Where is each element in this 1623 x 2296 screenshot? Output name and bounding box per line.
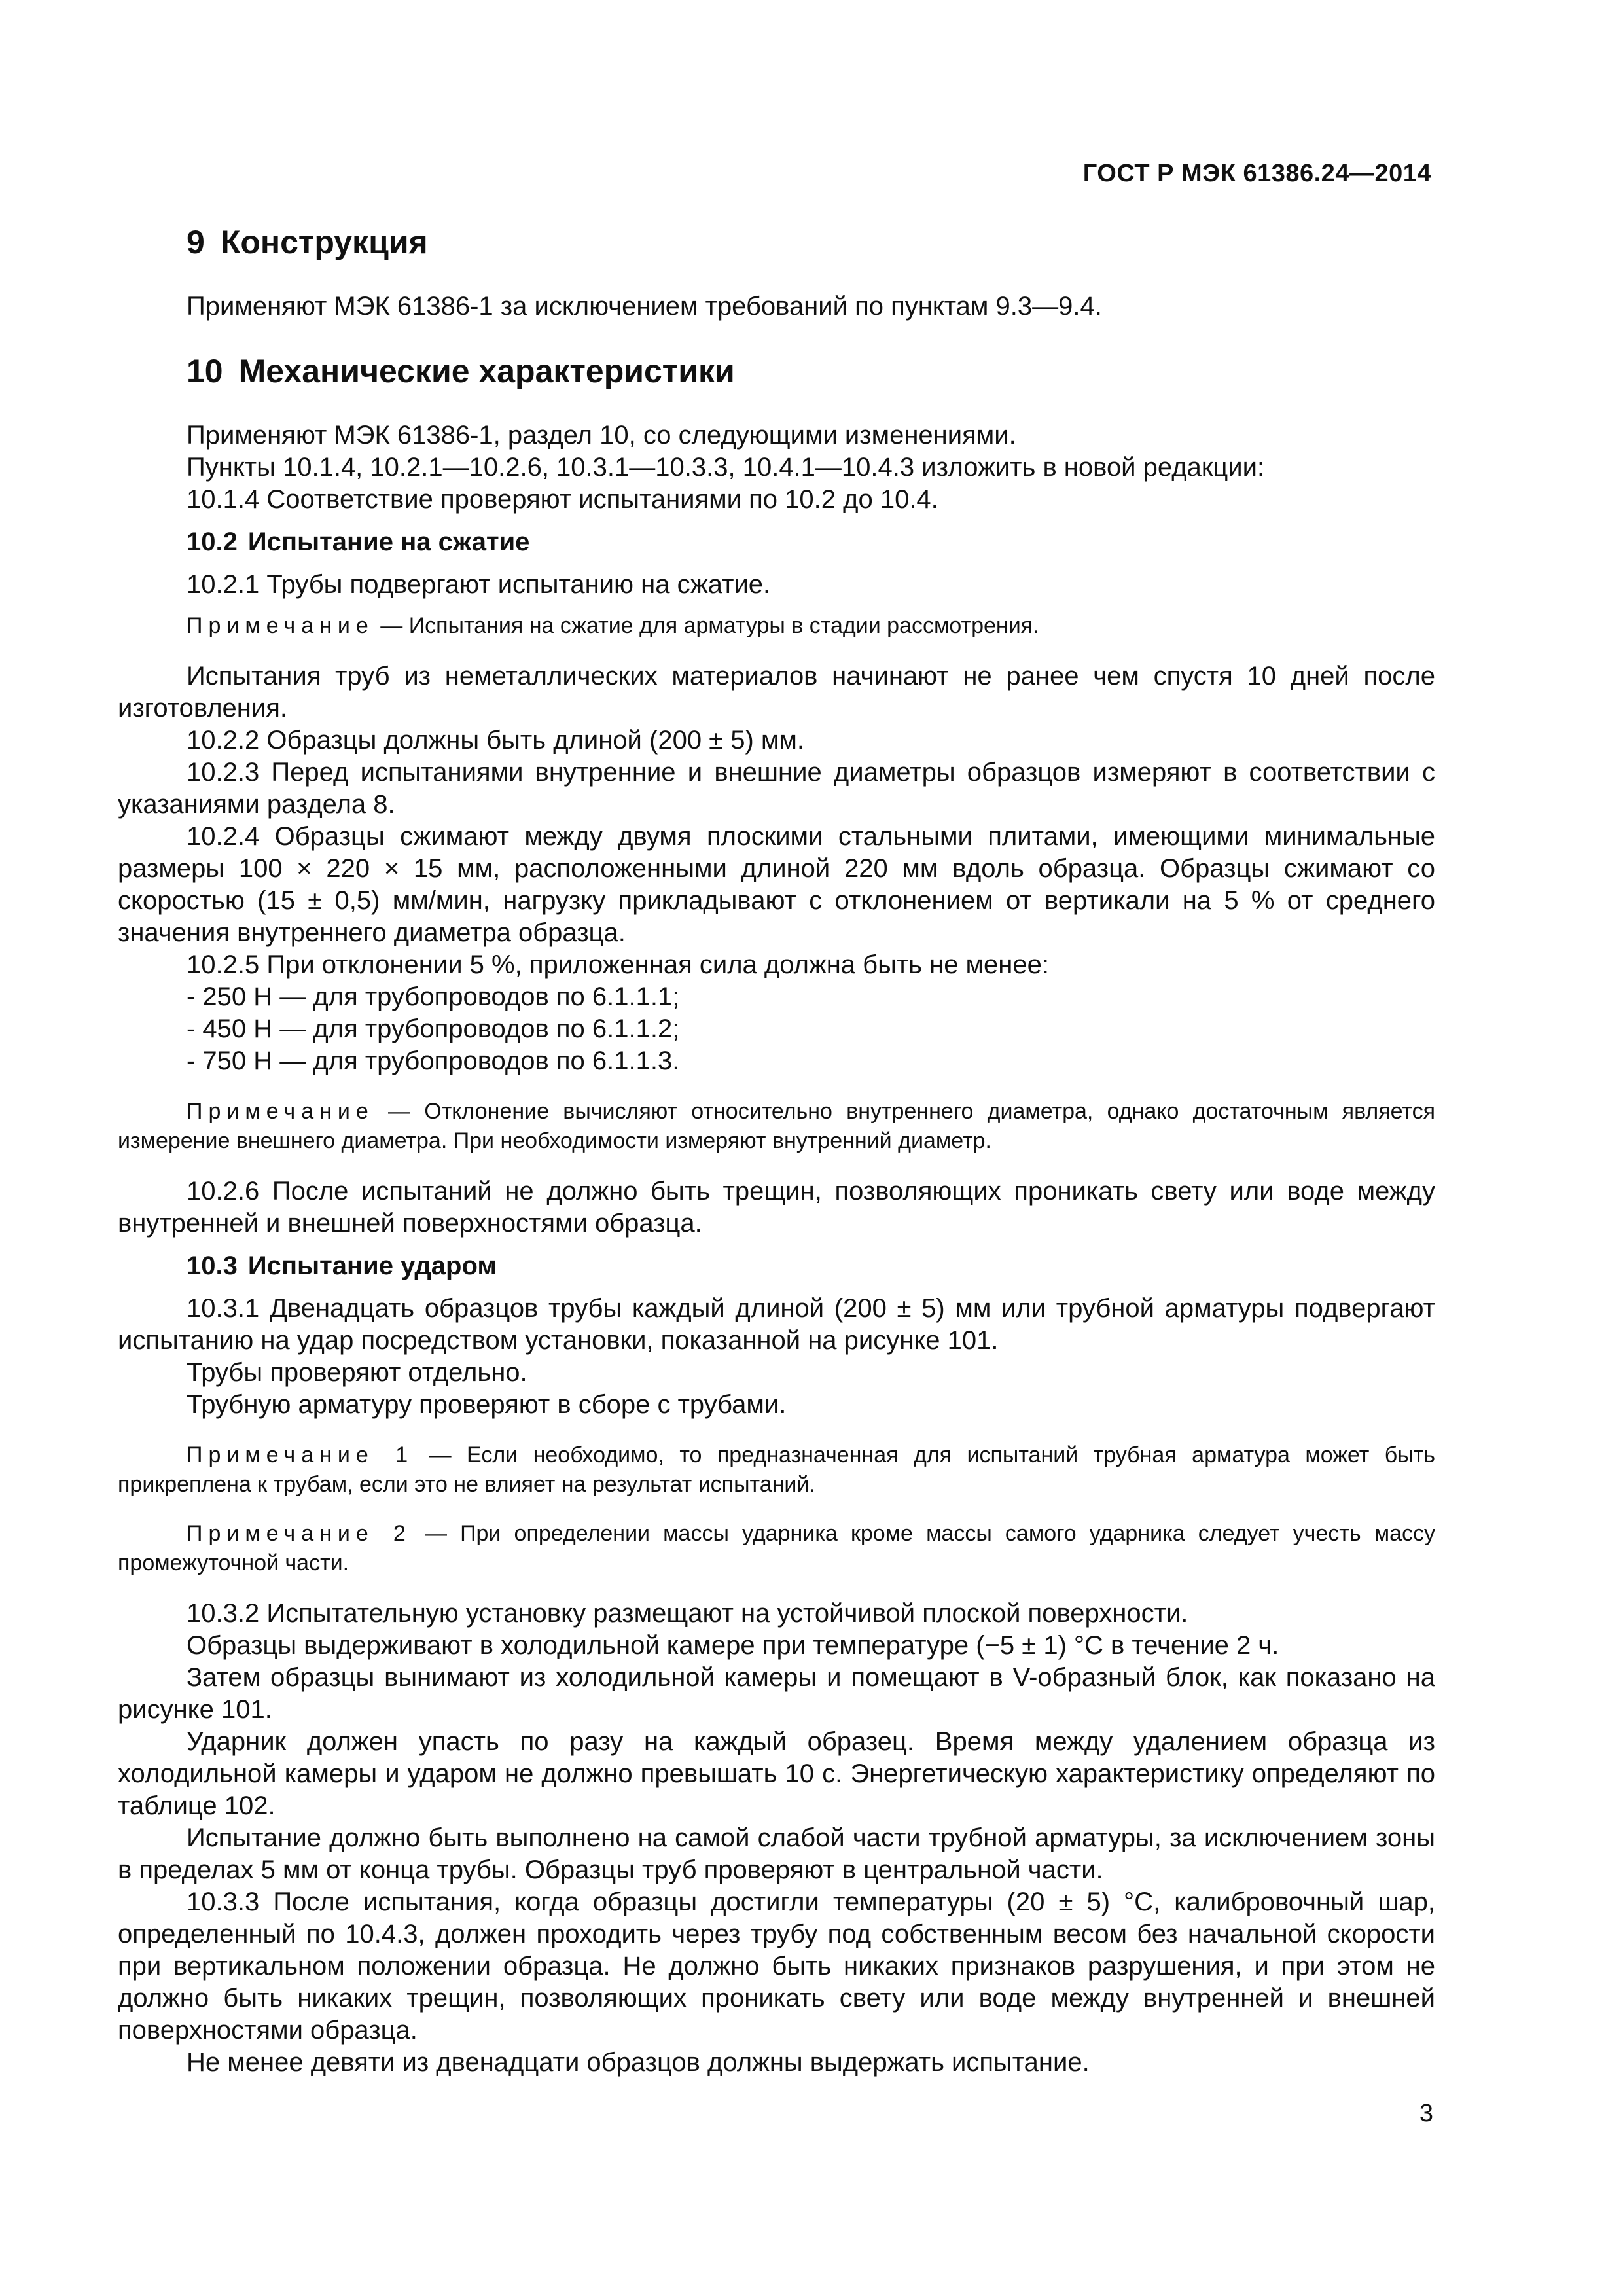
note-label: Примечание 2 <box>187 1521 412 1546</box>
page-number: 3 <box>1419 2100 1433 2127</box>
paragraph: Образцы выдерживают в холодильной камере при температуре (−5 ± 1) °С в течение 2 ч. <box>187 1631 1279 1660</box>
paragraph: Пункты 10.1.4, 10.2.1—10.2.6, 10.3.1—10.3.3, 10.4.1—10.4.3 изложить в новой редакции: <box>187 453 1265 482</box>
section-number: 10 <box>187 353 223 389</box>
paragraph: 10.3.1 Двенадцать образцов трубы каждый длиной (200 ± 5) мм или трубной арматуры подвергают испытанию на удар посредством установки, показанной на рисунке 101. <box>118 1294 1435 1355</box>
paragraph: 10.1.4 Соответствие проверяют испытаниями по 10.2 до 10.4. <box>187 485 938 514</box>
paragraph: 10.2.4 Образцы сжимают между двумя плоскими стальными плитами, имеющими минимальные размеры 100 × 220 × 15 мм, расположенными длиной 220 мм вдоль образца. Образцы сжимают со скоростью (15 ± 0,5) мм/мин, нагрузку прикладывают с отклонением от вертикали на 5 % от среднего значения внутреннего диаметра образца. <box>118 822 1435 947</box>
paragraph: Испытание должно быть выполнено на самой слабой части трубной арматуры, за исключением зоны в пределах 5 мм от конца трубы. Образцы труб проверяют в центральной части. <box>118 1823 1435 1884</box>
list-item: - 750 Н — для трубопроводов по 6.1.1.3. <box>187 1047 680 1075</box>
page-content <box>118 223 1435 2079</box>
paragraph: 10.3.3 После испытания, когда образцы достигли температуры (20 ± 5) °С, калибровочный шар, определенный по 10.4.3, должен проходить через трубу под собственным весом без начальной скорости при вертикальном положении образца. Не должно быть никаких признаков разрушения, и при этом не должно быть никаких трещин, позволяющих проникать свету или воде между внутренней и внешней поверхностями образца. <box>118 1888 1435 2045</box>
note-text: — При определении массы ударника кроме массы самого ударника следует учесть массу промежуточной части. <box>118 1521 1435 1575</box>
subsection-title: Испытание на сжатие <box>247 528 530 556</box>
note-text: — Отклонение вычисляют относительно внутреннего диаметра, однако достаточным является измерение внешнего диаметра. При необходимости измеряют внутренний диаметр. <box>118 1099 1435 1153</box>
paragraph: 10.2.1 Трубы подвергают испытанию на сжатие. <box>187 570 771 599</box>
note <box>118 611 1435 641</box>
paragraph: 10.2.2 Образцы должны быть длиной (200 ± 5) мм. <box>187 726 805 755</box>
section-title: Механические характеристики <box>238 353 735 389</box>
paragraph: Трубы проверяют отдельно. <box>187 1358 527 1387</box>
paragraph: Ударник должен упасть по разу на каждый образец. Время между удалением образца из холодильной камеры и ударом не должно превышать 10 с. Энергетическую характеристику определяют по таблице 102. <box>118 1727 1435 1820</box>
subsection-title: Испытание ударом <box>247 1251 497 1280</box>
paragraph: Применяют МЭК 61386-1, раздел 10, со следующими изменениями. <box>187 421 1016 450</box>
note <box>118 1519 1435 1578</box>
paragraph: 10.2.3 Перед испытаниями внутренние и внешние диаметры образцов измеряют в соответствии с указаниями раздела 8. <box>118 758 1435 819</box>
note-label: Примечание <box>187 613 374 638</box>
paragraph: Затем образцы вынимают из холодильной камеры и помещают в V-образный блок, как показано на рисунке 101. <box>118 1663 1435 1724</box>
list-item: - 450 Н — для трубопроводов по 6.1.1.2; <box>187 1014 680 1043</box>
paragraph: 10.3.2 Испытательную установку размещают на устойчивой плоской поверхности. <box>187 1599 1188 1628</box>
section-title: Конструкция <box>220 224 428 260</box>
paragraph: Трубную арматуру проверяют в сборе с трубами. <box>187 1390 787 1419</box>
paragraph: 10.2.6 После испытаний не должно быть трещин, позволяющих проникать свету или воде между внутренней и внешней поверхностями образца. <box>118 1177 1435 1238</box>
section-9-heading <box>118 223 1435 262</box>
subsection-number: 10.2 <box>187 528 238 556</box>
note <box>118 1097 1435 1156</box>
paragraph: Испытания труб из неметаллических материалов начинают не ранее чем спустя 10 дней после изготовления. <box>118 662 1435 723</box>
note-text: — Испытания на сжатие для арматуры в стадии рассмотрения. <box>374 613 1039 638</box>
paragraph: Не менее девяти из двенадцати образцов должны выдержать испытание. <box>187 2048 1090 2077</box>
note <box>118 1441 1435 1499</box>
paragraph: 10.2.5 При отклонении 5 %, приложенная сила должна быть не менее: <box>187 950 1049 979</box>
standard-code: ГОСТ Р МЭК 61386.24—2014 <box>1082 160 1431 187</box>
section-number: 9 <box>187 224 205 260</box>
note-text: — Если необходимо, то предназначенная для испытаний трубная арматура может быть прикреплена к трубам, если это не влияет на результат испытаний. <box>118 1443 1435 1497</box>
note-label: Примечание 1 <box>187 1443 414 1467</box>
subsection-number: 10.3 <box>187 1251 238 1280</box>
note-label: Примечание <box>187 1099 374 1124</box>
subsection-10-3-heading <box>118 1250 1435 1282</box>
paragraph: Применяют МЭК 61386-1 за исключением требований по пунктам 9.3—9.4. <box>187 292 1102 321</box>
section-10-heading <box>118 351 1435 391</box>
list-item: - 250 Н — для трубопроводов по 6.1.1.1; <box>187 982 680 1011</box>
subsection-10-2-heading <box>118 526 1435 558</box>
